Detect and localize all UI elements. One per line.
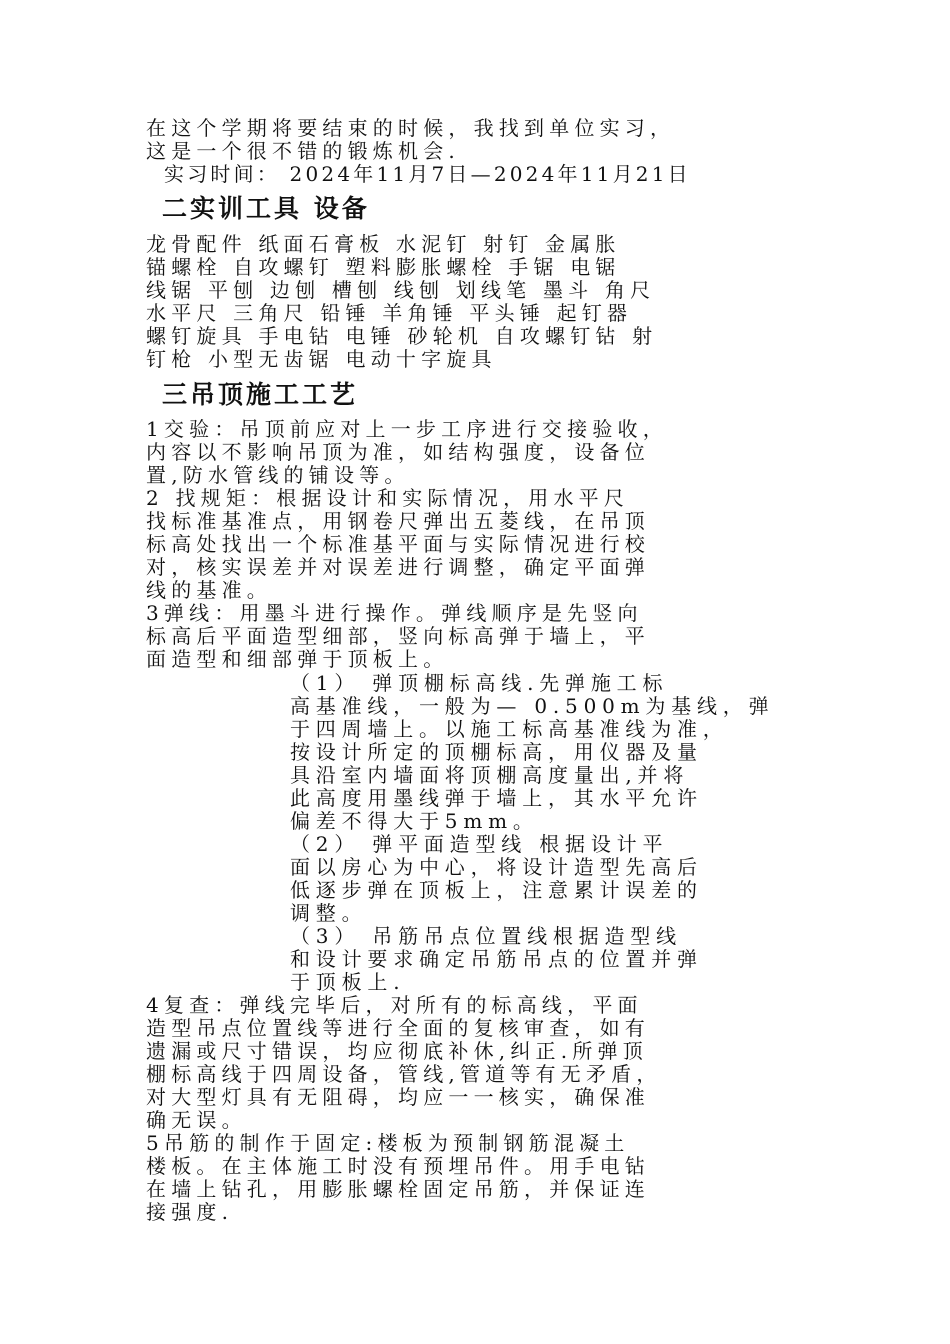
process-line: 对大型灯具有无阻碍，均应一一核实，确保准 xyxy=(146,1085,650,1109)
subitem-line: 于顶板上. xyxy=(290,970,406,994)
subitem-line: （3） 吊筋吊点位置线根据造型线 xyxy=(290,924,682,948)
process-line: 5吊筋的制作于固定:楼板为预制钢筋混凝土 xyxy=(146,1131,630,1155)
process-line: 对，核实误差并对误差进行调整，确定平面弹 xyxy=(146,555,650,579)
process-line: 棚标高线于四周设备，管线,管道等有无矛盾， xyxy=(146,1062,662,1086)
subitem-line: （2） 弹平面造型线 根据设计平 xyxy=(290,832,669,856)
process-line: 在墙上钻孔，用膨胀螺栓固定吊筋，并保证连 xyxy=(146,1177,650,1201)
subitem-line: 此高度用墨线弹于墙上，其水平允许 xyxy=(290,786,703,810)
subitem-line: 低逐步弹在顶板上，注意累计误差的 xyxy=(290,878,703,902)
tools-line: 水平尺 三角尺 铅锤 羊角锤 平头锤 起钉器 xyxy=(146,301,633,325)
intro-line-2: 这是一个很不错的锻炼机会. xyxy=(146,139,460,163)
process-line: 线的基准。 xyxy=(146,578,272,602)
subitem-line: （1） 弹顶棚标高线.先弹施工标 xyxy=(290,671,669,695)
process-line: 楼板。在主体施工时没有预埋吊件。用手电钻 xyxy=(146,1154,650,1178)
subitem-line: 按设计所定的顶棚标高，用仪器及量 xyxy=(290,740,703,764)
process-line: 置,防水管线的铺设等。 xyxy=(146,463,410,487)
tools-line: 龙骨配件 纸面石膏板 水泥钉 射钉 金属胀 xyxy=(146,232,621,256)
subitem-line: 和设计要求确定吊筋吊点的位置并弹 xyxy=(290,947,703,971)
subitem-line: 具沿室内墙面将顶棚高度量出,并将 xyxy=(290,763,690,787)
internship-dates: 实习时间： 2024年11月7日—2024年11月21日 xyxy=(164,162,691,186)
process-line: 造型吊点位置线等进行全面的复核审查，如有 xyxy=(146,1016,650,1040)
intro-line-1: 在这个学期将要结束的时候，我找到单位实习， xyxy=(146,116,676,140)
section-heading-process: 三吊顶施工工艺 xyxy=(162,380,359,409)
tools-line: 线锯 平刨 边刨 槽刨 线刨 划线笔 墨斗 角尺 xyxy=(146,278,656,302)
tools-line: 锚螺栓 自攻螺钉 塑料膨胀螺栓 手锯 电锯 xyxy=(146,255,621,279)
process-line: 3弹线：用墨斗进行操作。弹线顺序是先竖向 xyxy=(146,601,643,625)
process-line: 2 找规矩：根据设计和实际情况，用水平尺 xyxy=(146,486,630,510)
process-line: 1交验：吊顶前应对上一步工序进行交接验收， xyxy=(146,417,668,441)
process-line: 找标准基准点，用钢卷尺弹出五菱线，在吊顶 xyxy=(146,509,650,533)
process-line: 面造型和细部弹于顶板上。 xyxy=(146,647,449,671)
subitem-line: 面以房心为中心，将设计造型先高后 xyxy=(290,855,703,879)
process-line: 内容以不影响吊顶为准，如结构强度，设备位 xyxy=(146,440,650,464)
tools-line: 钉枪 小型无齿锯 电动十字旋具 xyxy=(146,347,497,371)
tools-line: 螺钉旋具 手电钻 电锤 砂轮机 自攻螺钉钻 射 xyxy=(146,324,658,348)
process-line: 标高后平面造型细部，竖向标高弹于墙上，平 xyxy=(146,624,650,648)
subitem-line: 于四周墙上。以施工标高基准线为准， xyxy=(290,717,729,741)
section-heading-tools: 二实训工具 设备 xyxy=(162,194,370,223)
process-line: 4复查：弹线完毕后，对所有的标高线，平面 xyxy=(146,993,643,1017)
process-line: 标高处找出一个标准基平面与实际情况进行校 xyxy=(146,532,650,556)
process-line: 接强度. xyxy=(146,1200,234,1224)
process-line: 遗漏或尺寸错误，均应彻底补休,纠正.所弹顶 xyxy=(146,1039,648,1063)
subitem-line: 偏差不得大于5mm。 xyxy=(290,809,539,833)
subitem-line: 高基准线，一般为— 0.500m为基线，弹 xyxy=(290,694,775,718)
process-line: 确无误。 xyxy=(146,1108,247,1132)
subitem-line: 调整。 xyxy=(290,901,368,925)
